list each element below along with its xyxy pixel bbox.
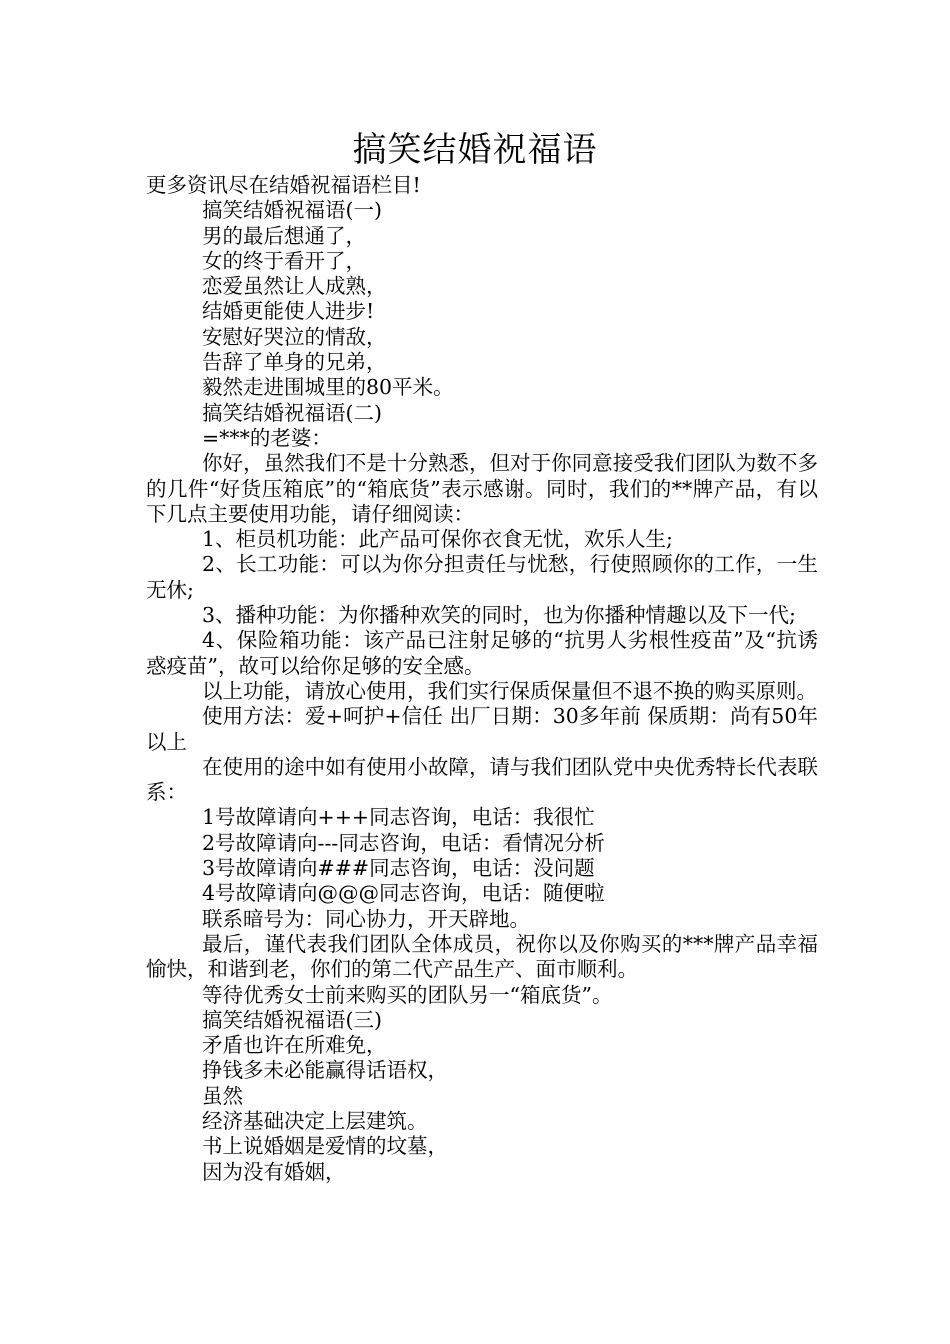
body-paragraph: 3号故障请向###同志咨询，电话：没问题 bbox=[202, 856, 595, 881]
body-paragraph: 书上说婚姻是爱情的坟墓， bbox=[202, 1134, 448, 1159]
document-title: 搞笑结婚祝福语 bbox=[352, 130, 598, 170]
body-paragraph: 1号故障请向+++同志咨询，电话：我很忙 bbox=[202, 805, 595, 830]
body-paragraph: 4、保险箱功能：该产品已注射足够的“抗男人劣根性疫苗”及“抗诱惑疫苗”，故可以给你足够的安全感。 bbox=[146, 628, 818, 678]
body-paragraph: 恋爱虽然让人成熟， bbox=[202, 274, 387, 299]
document-body bbox=[146, 173, 818, 1185]
body-paragraph: 以上功能，请放心使用，我们实行保质保量但不退不换的购买原则。 bbox=[202, 678, 817, 703]
body-paragraph: 毅然走进围城里的80平米。 bbox=[202, 375, 454, 400]
body-paragraph: 挣钱多未必能赢得话语权， bbox=[202, 1058, 448, 1083]
body-paragraph: 矛盾也许在所难免， bbox=[202, 1033, 387, 1058]
body-paragraph: 安慰好哭泣的情敌， bbox=[202, 324, 387, 349]
body-paragraph: 虽然 bbox=[202, 1083, 243, 1108]
body-paragraph: 经济基础决定上层建筑。 bbox=[202, 1108, 428, 1133]
body-paragraph: 告辞了单身的兄弟， bbox=[202, 350, 387, 375]
body-paragraph: 结婚更能使人进步! bbox=[202, 299, 375, 324]
body-paragraph: 你好，虽然我们不是十分熟悉，但对于你同意接受我们团队为数不多的几件“好货压箱底”的“箱底货”表示感谢。同时，我们的**牌产品，有以下几点主要使用功能，请仔细阅读： bbox=[146, 451, 818, 526]
body-paragraph: 使用方法：爱+呵护+信任 出厂日期：30多年前 保质期：尚有50年以上 bbox=[146, 704, 818, 754]
body-paragraph: 女的终于看开了， bbox=[202, 248, 366, 273]
body-paragraph: 搞笑结婚祝福语(一) bbox=[202, 198, 382, 223]
body-paragraph: 2号故障请向---同志咨询，电话：看情况分析 bbox=[202, 830, 605, 855]
body-paragraph: 在使用的途中如有使用小故障，请与我们团队党中央优秀特长代表联系： bbox=[146, 754, 818, 805]
body-paragraph: 因为没有婚姻， bbox=[202, 1159, 346, 1184]
body-paragraph: 等待优秀女士前来购买的团队另一“箱底货”。 bbox=[202, 982, 613, 1007]
body-paragraph: 男的最后想通了， bbox=[202, 223, 366, 248]
body-paragraph: 联系暗号为：同心协力，开天辟地。 bbox=[202, 906, 530, 931]
body-paragraph: 搞笑结婚祝福语(三) bbox=[202, 1007, 382, 1032]
body-paragraph: 1、柜员机功能：此产品可保你衣食无忧，欢乐人生; bbox=[202, 527, 673, 552]
body-paragraph: 3、播种功能：为你播种欢笑的同时，也为你播种情趣以及下一代; bbox=[202, 603, 796, 628]
body-paragraph: 4号故障请向@@@同志咨询，电话：随便啦 bbox=[202, 881, 605, 906]
body-paragraph: 最后，谨代表我们团队全体成员，祝你以及你购买的***牌产品幸福愉快，和谐到老，你们的第二代产品生产、面市顺利。 bbox=[146, 931, 818, 982]
body-paragraph: 搞笑结婚祝福语(二) bbox=[202, 400, 382, 425]
body-paragraph: 更多资讯尽在结婚祝福语栏目! bbox=[146, 173, 421, 197]
body-paragraph: =***的老婆： bbox=[202, 425, 332, 450]
body-paragraph: 2、长工功能：可以为你分担责任与忧愁，行使照顾你的工作，一生无休; bbox=[146, 552, 818, 602]
